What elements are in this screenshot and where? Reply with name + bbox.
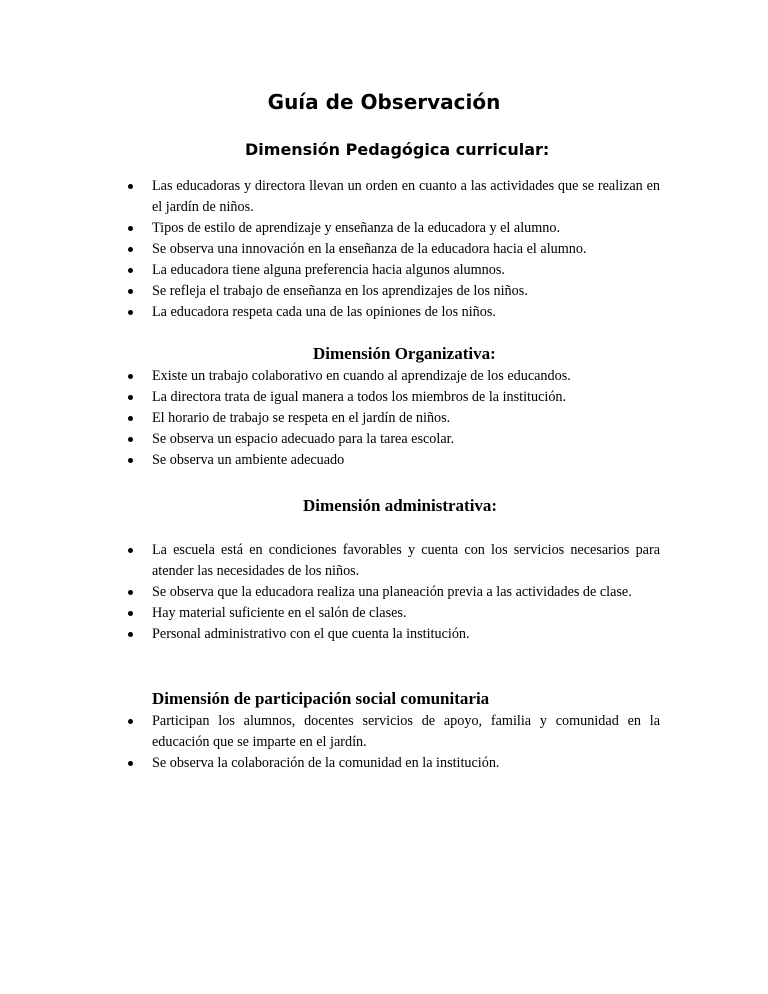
list-item: Personal administrativo con el que cuenta la institución. bbox=[0, 624, 660, 645]
document-title: Guía de Observación bbox=[267, 90, 501, 114]
bullet-icon bbox=[128, 247, 133, 252]
section-list-pedagogica bbox=[0, 176, 768, 323]
bullet-icon bbox=[128, 226, 133, 231]
section-heading-participacion: Dimensión de participación social comunitaria bbox=[152, 689, 490, 708]
bullet-icon bbox=[128, 416, 133, 421]
list-item: La escuela está en condiciones favorables y cuenta con los servicios necesarios para atender las necesidades de los niños. bbox=[0, 540, 660, 582]
section-list-administrativa bbox=[0, 540, 768, 645]
bullet-icon bbox=[128, 458, 133, 463]
list-item: Se observa la colaboración de la comunidad en la institución. bbox=[0, 753, 660, 774]
bullet-icon bbox=[128, 184, 133, 189]
bullet-icon bbox=[128, 289, 133, 294]
list-item: Se refleja el trabajo de enseñanza en los aprendizajes de los niños. bbox=[0, 281, 660, 302]
list-item: Se observa un espacio adecuado para la tarea escolar. bbox=[0, 429, 660, 450]
list-item: Se observa que la educadora realiza una planeación previa a las actividades de clase. bbox=[0, 582, 660, 603]
list-item: La educadora respeta cada una de las opiniones de los niños. bbox=[0, 302, 660, 323]
bullet-icon bbox=[128, 268, 133, 273]
list-item: Se observa una innovación en la enseñanza de la educadora hacia el alumno. bbox=[0, 239, 660, 260]
bullet-icon bbox=[128, 611, 133, 616]
section-list-participacion bbox=[0, 711, 768, 774]
bullet-icon bbox=[128, 761, 133, 766]
section-heading-pedagogica: Dimensión Pedagógica curricular: bbox=[245, 140, 550, 159]
list-item: Las educadoras y directora llevan un orden en cuanto a las actividades que se realizan en el jardín de niños. bbox=[0, 176, 660, 218]
bullet-icon bbox=[128, 548, 133, 553]
list-item: Participan los alumnos, docentes servicios de apoyo, familia y comunidad en la educación que se imparte en el jardín. bbox=[0, 711, 660, 753]
bullet-icon bbox=[128, 437, 133, 442]
bullet-icon bbox=[128, 719, 133, 724]
section-list-organizativa bbox=[0, 366, 768, 471]
list-item: Hay material suficiente en el salón de clases. bbox=[0, 603, 660, 624]
list-item: Tipos de estilo de aprendizaje y enseñanza de la educadora y el alumno. bbox=[0, 218, 660, 239]
section-heading-organizativa: Dimensión Organizativa: bbox=[313, 344, 496, 363]
section-heading-administrativa: Dimensión administrativa: bbox=[303, 496, 498, 515]
list-item: Existe un trabajo colaborativo en cuando al aprendizaje de los educandos. bbox=[0, 366, 660, 387]
bullet-icon bbox=[128, 310, 133, 315]
list-item: La educadora tiene alguna preferencia hacia algunos alumnos. bbox=[0, 260, 660, 281]
list-item: Se observa un ambiente adecuado bbox=[0, 450, 660, 471]
bullet-icon bbox=[128, 395, 133, 400]
bullet-icon bbox=[128, 590, 133, 595]
bullet-icon bbox=[128, 632, 133, 637]
list-item: La directora trata de igual manera a todos los miembros de la institución. bbox=[0, 387, 660, 408]
bullet-icon bbox=[128, 374, 133, 379]
list-item: El horario de trabajo se respeta en el jardín de niños. bbox=[0, 408, 660, 429]
